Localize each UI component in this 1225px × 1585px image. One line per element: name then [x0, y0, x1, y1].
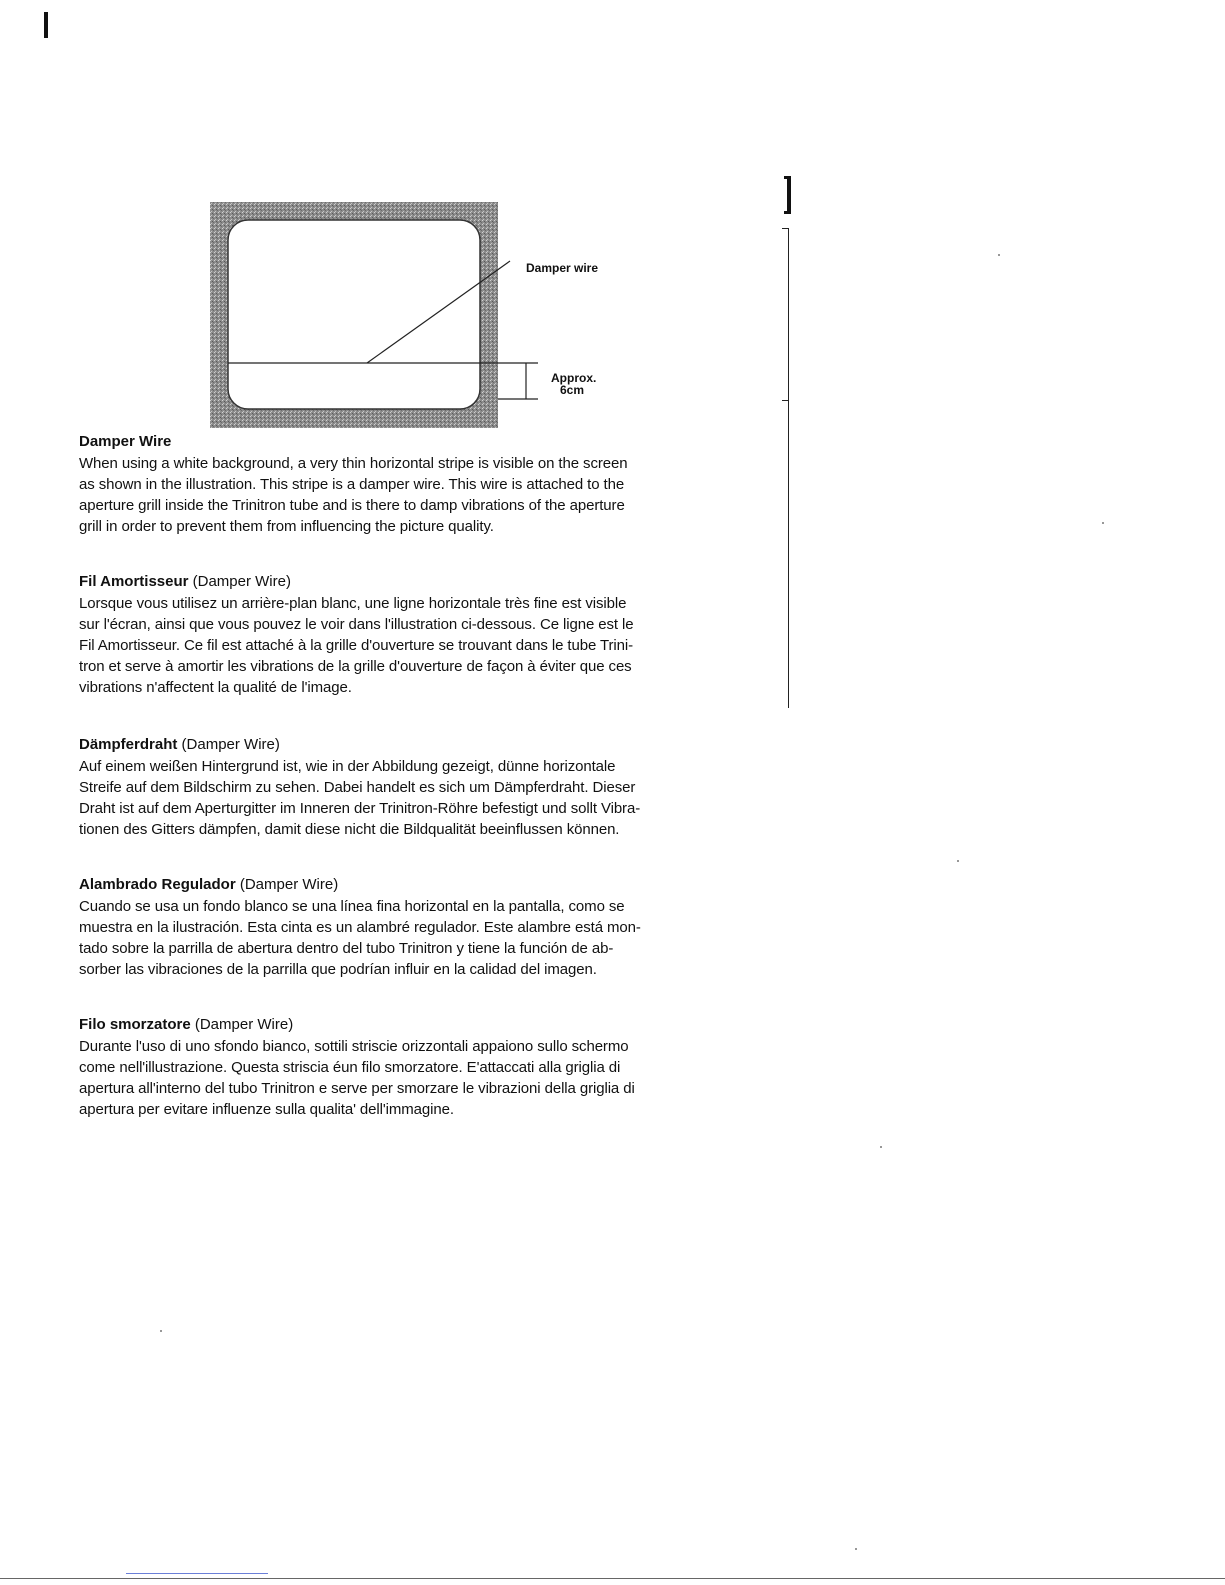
scan-mark	[44, 12, 48, 38]
body-line: come nell'illustrazione. Questa striscia éun filo smorzatore. E'attaccati alla griglia di	[79, 1059, 621, 1076]
body-line: Draht ist auf dem Aperturgitter im Inneren der Trinitron-Röhre befestigt und sollt Vibra-	[79, 800, 641, 817]
body-line: vibrations n'affectent la qualité de l'image.	[79, 679, 352, 696]
margin-rule-tick	[782, 400, 789, 401]
heading-title: Damper Wire	[79, 433, 172, 450]
scan-speck	[880, 1146, 882, 1148]
scan-speck	[998, 254, 1000, 256]
heading-title: Fil Amortisseur	[79, 573, 189, 590]
section-body	[79, 453, 729, 537]
monitor-screen	[228, 220, 480, 409]
section-spanish	[79, 875, 729, 980]
body-line: sur l'écran, ainsi que vous pouvez le voir dans l'illustration ci-dessous. Ce ligne est le	[79, 616, 634, 633]
approx-value-label: 6cm	[560, 383, 585, 397]
body-line: apertura all'interno del tubo Trinitron e serve per smorzare le vibrazioni della griglia di	[79, 1080, 635, 1097]
scan-speck	[855, 1548, 857, 1550]
body-line: Auf einem weißen Hintergrund ist, wie in der Abbildung gezeigt, dünne horizontale	[79, 758, 616, 775]
margin-rule-tick	[782, 228, 789, 229]
page-bottom-rule	[0, 1578, 1225, 1579]
section-english	[79, 432, 729, 537]
body-line: apertura per evitare influenze sulla qualita' dell'immagine.	[79, 1101, 454, 1118]
section-italian	[79, 1015, 729, 1120]
section-german	[79, 735, 729, 840]
body-line: sorber las vibraciones de la parrilla que podrían influir en la calidad del imagen.	[79, 961, 597, 978]
heading-title: Alambrado Regulador	[79, 876, 236, 893]
heading-subtitle: (Damper Wire)	[177, 736, 280, 753]
page-bottom-link-line	[126, 1573, 268, 1574]
margin-bracket-notch	[784, 176, 790, 179]
body-line: tron et serve à amortir les vibrations de la grille d'ouverture de façon à éviter que ces	[79, 658, 632, 675]
section-heading	[79, 432, 729, 452]
section-heading	[79, 1015, 729, 1035]
section-body	[79, 896, 729, 980]
scan-speck	[957, 860, 959, 862]
heading-subtitle: (Damper Wire)	[235, 876, 339, 893]
body-line: as shown in the illustration. This stripe is a damper wire. This wire is attached to the	[79, 476, 625, 493]
body-line: tionen des Gitters dämpfen, damit diese nicht die Bildqualität beeinflussen können.	[79, 821, 620, 838]
body-line: Cuando se usa un fondo blanco se una línea fina horizontal en la pantalla, como se	[79, 898, 625, 915]
scan-speck	[160, 1330, 162, 1332]
body-line: Durante l'uso di uno sfondo bianco, sottili striscie orizzontali appaiono sullo schermo	[79, 1038, 629, 1055]
body-line: Lorsque vous utilisez un arrière-plan blanc, une ligne horizontale très fine est visible	[79, 595, 627, 612]
margin-rule	[788, 228, 789, 708]
heading-subtitle: (Damper Wire)	[188, 573, 291, 590]
section-body	[79, 756, 729, 840]
heading-subtitle: (Damper Wire)	[190, 1016, 294, 1033]
heading-title: Filo smorzatore	[79, 1016, 191, 1033]
section-heading	[79, 735, 729, 755]
scan-speck	[1102, 522, 1104, 524]
body-line: Fil Amortisseur. Ce fil est attaché à la grille d'ouverture se trouvant dans le tube Trini-	[79, 637, 634, 654]
section-body	[79, 1036, 729, 1120]
body-line: tado sobre la parrilla de abertura dentro del tubo Trinitron y tiene la función de ab-	[79, 940, 614, 957]
section-french	[79, 572, 729, 698]
margin-bracket	[787, 176, 791, 214]
section-heading	[79, 572, 729, 592]
body-line: muestra en la ilustración. Esta cinta es un alambré regulador. Este alambre está mon-	[79, 919, 641, 936]
damper-wire-label: Damper wire	[526, 261, 599, 275]
body-line: Streife auf dem Bildschirm zu sehen. Dabei handelt es sich um Dämpferdraht. Dieser	[79, 779, 636, 796]
section-heading	[79, 875, 729, 895]
body-line: grill in order to prevent them from influencing the picture quality.	[79, 518, 494, 535]
margin-bracket-notch	[784, 211, 790, 214]
body-line: aperture grill inside the Trinitron tube and is there to damp vibrations of the aperture	[79, 497, 625, 514]
body-line: When using a white background, a very thin horizontal stripe is visible on the screen	[79, 455, 628, 472]
approx-label: Approx.	[551, 371, 597, 385]
heading-title: Dämpferdraht	[79, 736, 178, 753]
section-body	[79, 593, 729, 698]
damper-wire-illustration	[210, 200, 630, 430]
